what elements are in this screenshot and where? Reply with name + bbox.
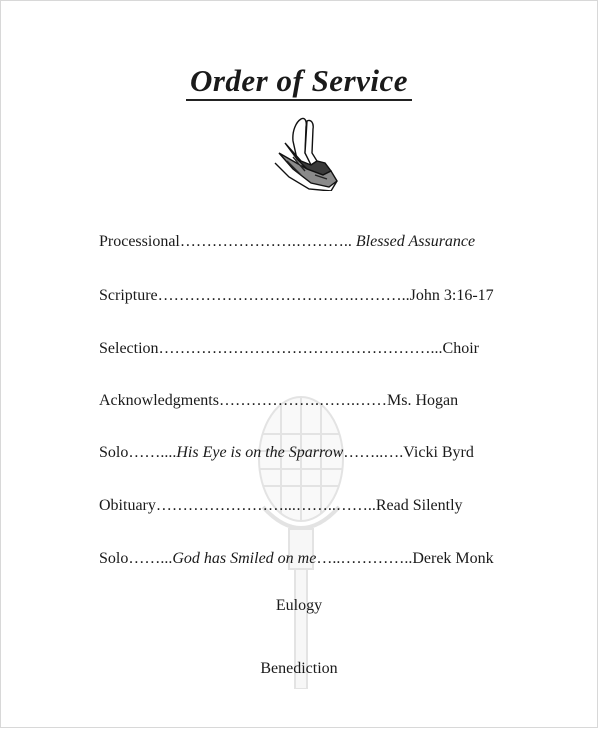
program-item-selection: Selection……………………………………………...Choir	[99, 340, 479, 357]
microphone-icon	[241, 389, 361, 689]
page-title: Order of Service	[1, 63, 597, 101]
program-item-solo-1: Solo……....His Eye is on the Sparrow……..….Vicki Byrd	[99, 444, 474, 461]
program-item-obituary: Obituary……………………...……..……..Read Silently	[99, 497, 463, 514]
program-item-scripture: Scripture……………………………….………..John 3:16-17	[99, 287, 494, 304]
program-item-eulogy: Eulogy	[275, 597, 323, 614]
program-item-solo-2: Solo……...God has Smiled on me…..…………..Derek Monk	[99, 550, 494, 567]
program-item-acknowledgments: Acknowledgments……………….…….……Ms. Hogan	[99, 392, 459, 409]
praying-hands-icon	[271, 113, 339, 191]
program-item-processional: Processional………………….……….. Blessed Assurance	[99, 233, 476, 250]
program-item-benediction: Benediction	[260, 660, 338, 677]
